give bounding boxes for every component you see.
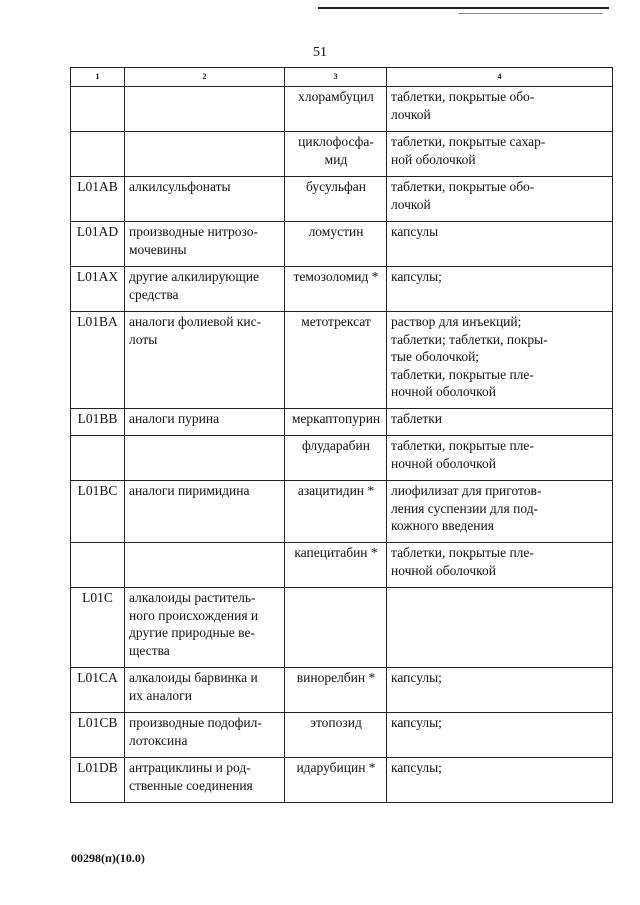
table-row [71, 87, 613, 132]
table-row [71, 222, 613, 267]
group-name [125, 87, 285, 132]
atc-code: L01BB [71, 409, 125, 436]
group-name [125, 543, 285, 588]
atc-code: L01DB [71, 758, 125, 803]
dosage-form: таблетки, покрытые пле- ночной оболочкой [387, 436, 613, 481]
atc-code: L01AX [71, 267, 125, 312]
table-row [71, 312, 613, 409]
dosage-form: таблетки, покрытые обо- лочкой [387, 177, 613, 222]
dosage-form: раствор для инъекций; таблетки; таблетки, покры- тые оболочкой; таблетки, покрытые пле- ночной оболочкой [387, 312, 613, 409]
table-row [71, 713, 613, 758]
column-header: 3 [285, 68, 387, 87]
atc-code: L01CA [71, 668, 125, 713]
atc-code [71, 87, 125, 132]
group-name: аналоги пиримидина [125, 481, 285, 543]
dosage-form: таблетки, покрытые обо- лочкой [387, 87, 613, 132]
atc-code: L01BA [71, 312, 125, 409]
group-name: аналоги фолиевой кис- лоты [125, 312, 285, 409]
drug-name: метотрексат [285, 312, 387, 409]
dosage-form: капсулы; [387, 758, 613, 803]
table-header-row [71, 68, 613, 87]
column-header: 2 [125, 68, 285, 87]
atc-code: L01CB [71, 713, 125, 758]
drug-name: хлорамбуцил [285, 87, 387, 132]
dosage-form: капсулы; [387, 267, 613, 312]
group-name: производные подофил- лотоксина [125, 713, 285, 758]
drug-name: винорелбин * [285, 668, 387, 713]
group-name: аналоги пурина [125, 409, 285, 436]
atc-code: L01BC [71, 481, 125, 543]
group-name: антрациклины и род- ственные соединения [125, 758, 285, 803]
drug-name [285, 588, 387, 668]
table-row [71, 267, 613, 312]
group-name [125, 132, 285, 177]
drug-name: флударабин [285, 436, 387, 481]
dosage-form: капсулы [387, 222, 613, 267]
dosage-form: капсулы; [387, 668, 613, 713]
dosage-form [387, 588, 613, 668]
drug-name: темозоломид * [285, 267, 387, 312]
group-name: алкалоиды барвинка и их аналоги [125, 668, 285, 713]
atc-code: L01AB [71, 177, 125, 222]
table-row [71, 409, 613, 436]
table-row [71, 177, 613, 222]
group-name [125, 436, 285, 481]
drug-name: этопозид [285, 713, 387, 758]
drug-name: циклофосфа- мид [285, 132, 387, 177]
table-row [71, 588, 613, 668]
atc-code [71, 543, 125, 588]
drug-name: азацитидин * [285, 481, 387, 543]
column-header: 1 [71, 68, 125, 87]
atc-code: L01C [71, 588, 125, 668]
table-row [71, 668, 613, 713]
table-row [71, 758, 613, 803]
table-row [71, 132, 613, 177]
dosage-form: капсулы; [387, 713, 613, 758]
table-row [71, 436, 613, 481]
header-rule [318, 7, 609, 9]
group-name: производные нитрозо- мочевины [125, 222, 285, 267]
group-name: другие алкилирующие средства [125, 267, 285, 312]
page-number: 51 [313, 45, 327, 60]
dosage-form: лиофилизат для приготов- ления суспензии для под- кожного введения [387, 481, 613, 543]
document-footer-code: 00298(п)(10.0) [71, 851, 145, 865]
table-row [71, 481, 613, 543]
drug-name: ломустин [285, 222, 387, 267]
atc-code [71, 132, 125, 177]
atc-code [71, 436, 125, 481]
atc-code: L01AD [71, 222, 125, 267]
dosage-form: таблетки [387, 409, 613, 436]
dosage-form: таблетки, покрытые сахар- ной оболочкой [387, 132, 613, 177]
table-row [71, 543, 613, 588]
column-header: 4 [387, 68, 613, 87]
drug-name: меркаптопурин [285, 409, 387, 436]
drug-name: идарубицин * [285, 758, 387, 803]
drug-name: капецитабин * [285, 543, 387, 588]
header-rule-thin [458, 13, 603, 14]
drug-table [70, 67, 613, 803]
group-name: алкалоиды раститель- ного происхождения и другие природные ве- щества [125, 588, 285, 668]
group-name: алкилсульфонаты [125, 177, 285, 222]
drug-name: бусульфан [285, 177, 387, 222]
dosage-form: таблетки, покрытые пле- ночной оболочкой [387, 543, 613, 588]
